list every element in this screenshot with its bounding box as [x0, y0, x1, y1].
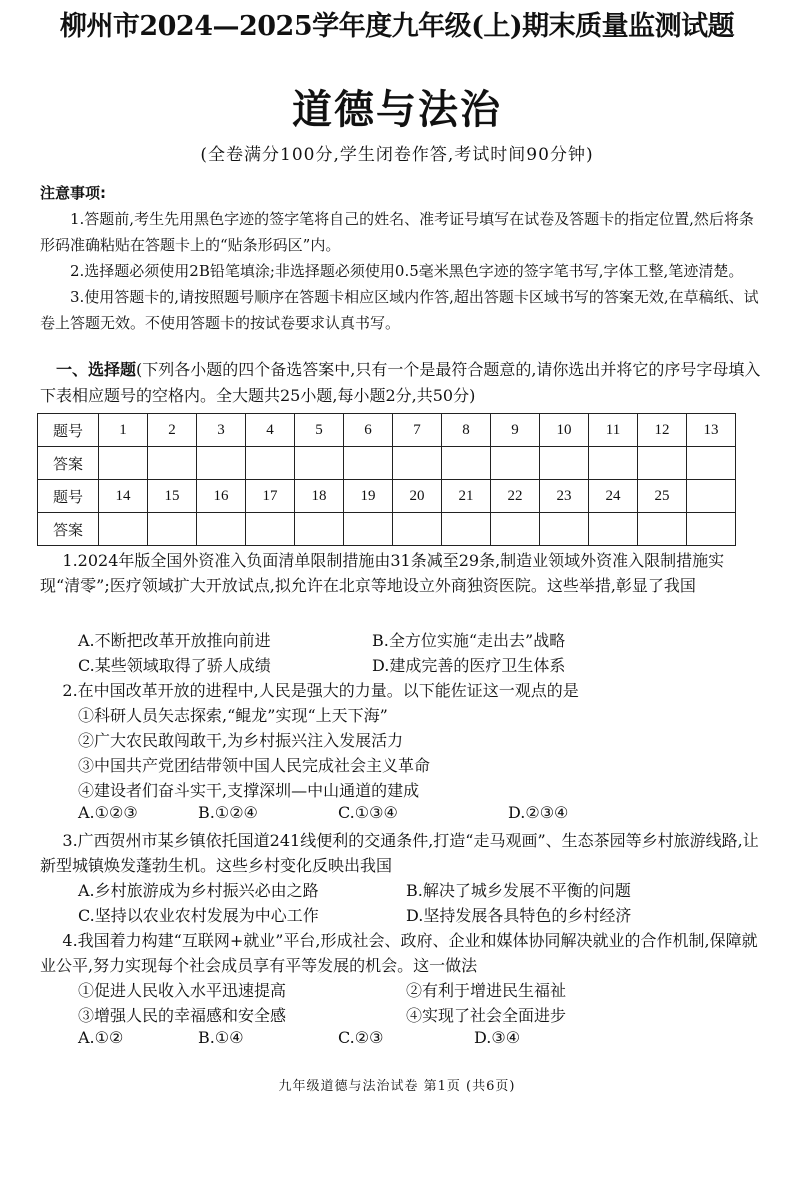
- table-header-cell: 答案: [38, 513, 99, 546]
- answer-cell[interactable]: [589, 513, 638, 546]
- question-4-option-c[interactable]: C.②③: [338, 1028, 384, 1047]
- answer-cell[interactable]: [442, 513, 491, 546]
- answer-cell[interactable]: [99, 447, 148, 480]
- question-4-option-a[interactable]: A.①②: [78, 1028, 124, 1047]
- table-row: [38, 480, 736, 513]
- question-2-option-d[interactable]: D.②③④: [508, 803, 569, 822]
- question-number-cell: 12: [638, 414, 687, 447]
- answer-cell[interactable]: [99, 513, 148, 546]
- answer-cell[interactable]: [687, 447, 736, 480]
- question-1-option-a[interactable]: A.不断把改革开放推向前进: [78, 631, 271, 650]
- exam-title: 柳州市2024—2025学年度九年级(上)期末质量监测试题: [59, 11, 735, 42]
- question-4-option-b[interactable]: B.①④: [198, 1028, 244, 1047]
- answer-cell[interactable]: [638, 513, 687, 546]
- answer-cell[interactable]: [148, 513, 197, 546]
- answer-cell[interactable]: [246, 447, 295, 480]
- answer-cell[interactable]: [197, 513, 246, 546]
- question-number-cell: 25: [638, 480, 687, 513]
- question-number-cell: 21: [442, 480, 491, 513]
- question-number-cell: 18: [295, 480, 344, 513]
- question-number-cell: 10: [540, 414, 589, 447]
- section-1-desc: (下列各小题的四个备选答案中,只有一个是最符合题意的,请你选出并将它的序号字母填入下表相应题号的空格内。全大题共25小题,每小题2分,共50分): [40, 360, 761, 405]
- question-3-option-a[interactable]: A.乡村旅游成为乡村振兴必由之路: [78, 881, 319, 900]
- question-number-cell: 24: [589, 480, 638, 513]
- question-number-cell: 19: [344, 480, 393, 513]
- page-footer: 九年级道德与法治试卷 第1页 (共6页): [278, 1079, 516, 1094]
- question-number-cell: [687, 480, 736, 513]
- question-1-stem: 1.2024年版全国外资准入负面清单限制措施由31条减至29条,制造业领域外资准入限制措施实现“清零”;医疗领域扩大开放试点,拟允许在北京等地设立外商独资医院。这些举措,彰显了我国: [40, 551, 725, 595]
- question-2-statement-2: ②广大农民敢闯敢干,为乡村振兴注入发展活力: [78, 731, 404, 750]
- question-number-cell: 4: [246, 414, 295, 447]
- question-2-statement-4: ④建设者们奋斗实干,支撑深圳—中山通道的建成: [78, 781, 420, 800]
- notice-item-2: 2.选择题必须使用2B铅笔填涂;非选择题必须使用0.5毫米黑色字迹的签字笔书写,字体工整,笔迹清楚。: [70, 262, 744, 280]
- question-2-statement-1: ①科研人员矢志探索,“鲲龙”实现“上天下海”: [78, 706, 388, 725]
- answer-cell[interactable]: [344, 447, 393, 480]
- answer-cell[interactable]: [246, 513, 295, 546]
- table-row: [38, 447, 736, 480]
- table-row: [38, 414, 736, 447]
- question-4-statement-1: ①促进人民收入水平迅速提高: [78, 981, 287, 1000]
- answer-cell[interactable]: [638, 447, 687, 480]
- answer-cell[interactable]: [393, 447, 442, 480]
- question-number-cell: 2: [148, 414, 197, 447]
- table-header-cell: 答案: [38, 447, 99, 480]
- question-1-option-b[interactable]: B.全方位实施“走出去”战略: [372, 631, 566, 650]
- question-4-stem: 4.我国着力构建“互联网+就业”平台,形成社会、政府、企业和媒体协同解决就业的合作机制,保障就业公平,努力实现每个社会成员享有平等发展的机会。这一做法: [40, 931, 758, 975]
- question-3-stem: 3.广西贺州市某乡镇依托国道241线便利的交通条件,打造“走马观画”、生态茶园等乡村旅游线路,让新型城镇焕发蓬勃生机。这些乡村变化反映出我国: [40, 831, 759, 875]
- question-2-option-a[interactable]: A.①②③: [78, 803, 138, 822]
- answer-cell[interactable]: [491, 447, 540, 480]
- notice-item-3: 3.使用答题卡的,请按照题号顺序在答题卡相应区域内作答,超出答题卡区域书写的答案无效,在草稿纸、试卷上答题无效。不使用答题卡的按试卷要求认真书写。: [40, 288, 759, 332]
- section-1-intro: [40, 357, 762, 409]
- subject-title: 道德与法治: [292, 86, 502, 133]
- answer-cell[interactable]: [393, 513, 442, 546]
- question-2-option-b[interactable]: B.①②④: [198, 803, 258, 822]
- question-number-cell: 9: [491, 414, 540, 447]
- question-4-statement-2: ②有利于增进民生福祉: [406, 981, 567, 1000]
- answer-cell[interactable]: [295, 447, 344, 480]
- question-1-option-d[interactable]: D.建成完善的医疗卫生体系: [372, 656, 566, 675]
- question-3-option-d[interactable]: D.坚持发展各具特色的乡村经济: [406, 906, 632, 925]
- question-number-cell: 20: [393, 480, 442, 513]
- question-4-statement-3: ③增强人民的幸福感和安全感: [78, 1006, 287, 1025]
- section-1-label: 一、选择题: [56, 360, 137, 379]
- answer-cell[interactable]: [540, 447, 589, 480]
- question-4-option-d[interactable]: D.③④: [474, 1028, 521, 1047]
- notice-block: [40, 180, 760, 336]
- question-number-cell: 1: [99, 414, 148, 447]
- answer-cell[interactable]: [197, 447, 246, 480]
- question-number-cell: 14: [99, 480, 148, 513]
- table-row: [38, 513, 736, 546]
- notice-heading: 注意事项:: [40, 184, 106, 202]
- question-number-cell: 5: [295, 414, 344, 447]
- question-4-statement-4: ④实现了社会全面进步: [406, 1006, 567, 1025]
- question-1-option-c[interactable]: C.某些领域取得了骄人成绩: [78, 656, 271, 675]
- question-number-cell: 13: [687, 414, 736, 447]
- question-2-statement-3: ③中国共产党团结带领中国人民完成社会主义革命: [78, 756, 431, 775]
- answer-cell[interactable]: [344, 513, 393, 546]
- question-number-cell: 8: [442, 414, 491, 447]
- question-3-option-b[interactable]: B.解决了城乡发展不平衡的问题: [406, 881, 631, 900]
- question-number-cell: 6: [344, 414, 393, 447]
- question-3-option-c[interactable]: C.坚持以农业农村发展为中心工作: [78, 906, 319, 925]
- exam-info: (全卷满分100分,学生闭卷作答,考试时间90分钟): [200, 145, 594, 165]
- question-number-cell: 3: [197, 414, 246, 447]
- table-header-cell: 题号: [38, 480, 99, 513]
- question-2-option-c[interactable]: C.①③④: [338, 803, 398, 822]
- answer-cell[interactable]: [295, 513, 344, 546]
- notice-item-1: 1.答题前,考生先用黑色字迹的签字笔将自己的姓名、准考证号填写在试卷及答题卡的指定位置,然后将条形码准确粘贴在答题卡上的“贴条形码区”内。: [40, 210, 754, 254]
- question-number-cell: 11: [589, 414, 638, 447]
- answer-cell[interactable]: [687, 513, 736, 546]
- question-number-cell: 23: [540, 480, 589, 513]
- answer-cell[interactable]: [148, 447, 197, 480]
- answer-cell[interactable]: [491, 513, 540, 546]
- question-number-cell: 22: [491, 480, 540, 513]
- answer-cell[interactable]: [442, 447, 491, 480]
- question-number-cell: 17: [246, 480, 295, 513]
- question-number-cell: 16: [197, 480, 246, 513]
- question-2-stem: 2.在中国改革开放的进程中,人民是强大的力量。以下能佐证这一观点的是: [62, 681, 579, 700]
- table-header-cell: 题号: [38, 414, 99, 447]
- answer-table: [37, 413, 736, 546]
- question-number-cell: 7: [393, 414, 442, 447]
- answer-cell[interactable]: [589, 447, 638, 480]
- answer-cell[interactable]: [540, 513, 589, 546]
- question-number-cell: 15: [148, 480, 197, 513]
